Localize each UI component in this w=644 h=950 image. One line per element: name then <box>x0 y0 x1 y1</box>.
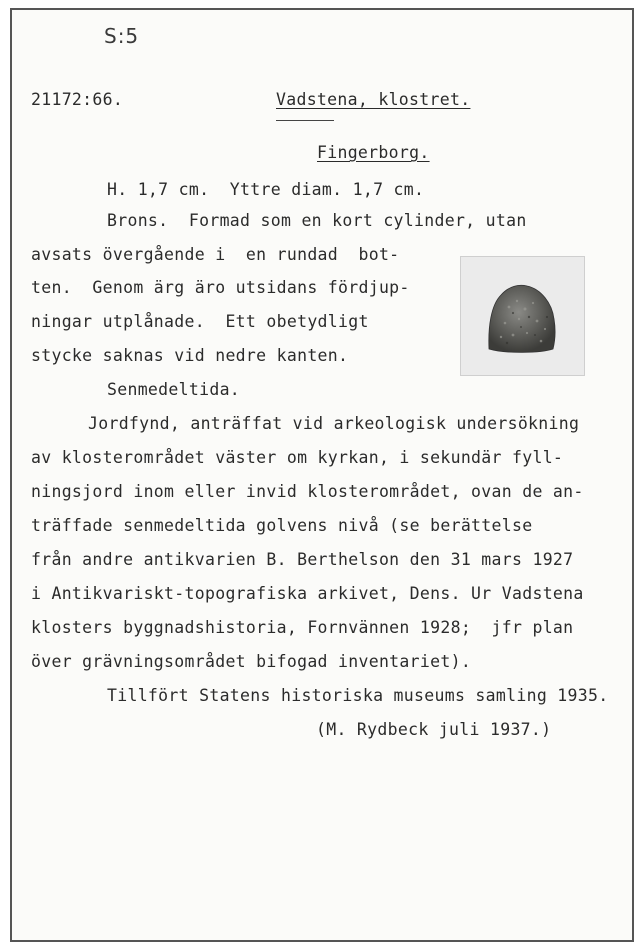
find-line: från andre antikvarien B. Berthelson den 31 mars 1927 <box>31 550 574 569</box>
acquisition-line: Tillfört Statens historiska museums samling 1935. <box>107 686 609 705</box>
dimensions-line: H. 1,7 cm. Yttre diam. 1,7 cm. <box>107 180 425 199</box>
handwritten-mark: S:5 <box>104 24 140 48</box>
description-line: ten. Genom ärg äro utsidans fördjup- <box>31 278 410 297</box>
dating-line: Senmedeltida. <box>107 380 241 399</box>
description-line: Brons. Formad som en kort cylinder, utan <box>107 211 527 230</box>
location-heading: Vadstena, klostret. <box>276 90 471 109</box>
description-line: stycke saknas vid nedre kanten. <box>31 346 349 365</box>
heading-rule <box>276 120 334 121</box>
find-line: Jordfynd, anträffat vid arkeologisk undersökning <box>88 414 580 433</box>
thimble-photo-icon <box>461 257 584 375</box>
find-line: träffade senmedeltida golvens nivå (se berättelse <box>31 516 533 535</box>
find-line: av klosterområdet väster om kyrkan, i sekundär fyll- <box>31 448 564 467</box>
find-line: i Antikvariskt-topografiska arkivet, Dens. Ur Vadstena <box>31 584 584 603</box>
object-title: Fingerborg. <box>317 143 430 162</box>
thimble-photo <box>460 256 585 376</box>
catalog-number: 21172:66. <box>31 90 124 109</box>
find-line: över grävningsområdet bifogad inventariet). <box>31 652 472 671</box>
find-line: klosters byggnadshistoria, Fornvännen 1928; jfr plan <box>31 618 574 637</box>
description-line: ningar utplånade. Ett obetydligt <box>31 312 369 331</box>
signature-line: (M. Rydbeck juli 1937.) <box>316 720 552 739</box>
description-line: avsats övergående i en rundad bot- <box>31 245 400 264</box>
find-line: ningsjord inom eller invid klosterområdet, ovan de an- <box>31 482 584 501</box>
catalog-card <box>10 8 634 942</box>
